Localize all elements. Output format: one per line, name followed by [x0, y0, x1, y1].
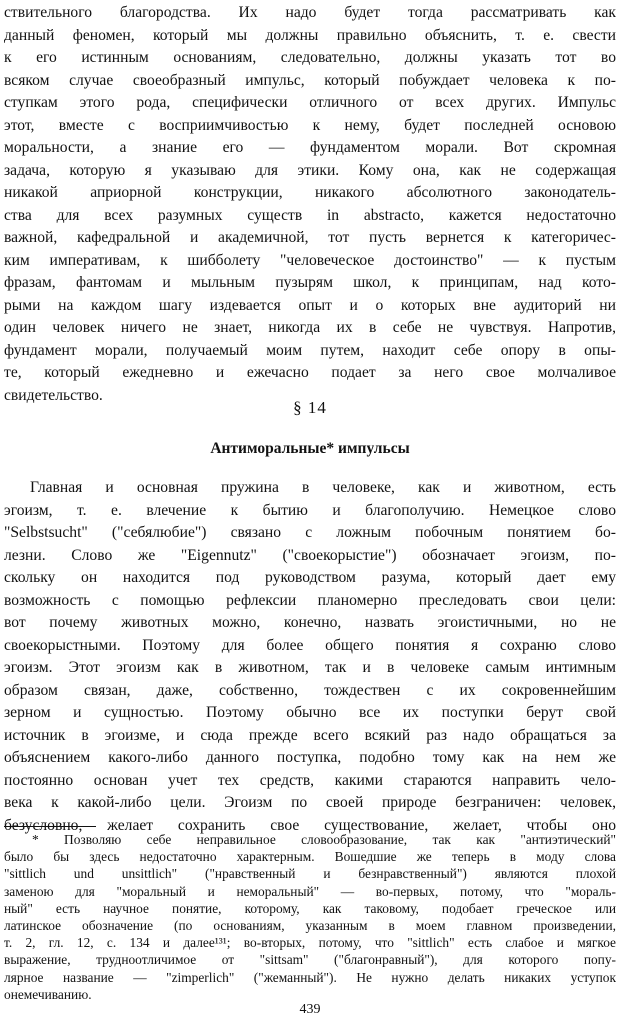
- text-line: ступкам этого рода, специфически отличного от всех других. Импульс: [4, 94, 616, 111]
- text-line: к его истинным основаниям, следовательно, должны указать тот во: [4, 49, 616, 66]
- text-line: те, который ежедневно и ежечасно подает за него свое молчаливое: [4, 364, 616, 381]
- text-line: источник в эгоизме, и сюда прежде всего всякий раз надо обращаться за: [4, 726, 616, 744]
- footnote-line: онемечиванию.: [4, 986, 92, 1002]
- text-line: объяснением какого-либо данного поступка, подобно тому как на нем же: [4, 749, 616, 766]
- section-title: Антиморальные* импульсы: [210, 440, 410, 457]
- text-line: безусловно, желает сохранить свое существование, желает, чтобы оно: [4, 816, 616, 834]
- text-line: века к какой-либо цели. Эгоизм по своей природе безграничен: человек,: [4, 794, 616, 811]
- text-line: эгоизм. Этот эгоизм как в животном, так и в человеке самым интимным: [4, 659, 616, 676]
- text-line: фразам, фантомам и мыльным пузырям школ, к принципам, над кото-: [4, 274, 616, 291]
- text-line: важной, кафедральной и академичной, тот пусть вернется к категоричес-: [4, 229, 616, 246]
- text-line: скольку он находится под руководством разума, который дает ему: [4, 569, 616, 586]
- text-line: моральности, а знание его — фундаментом морали. Вот скромная: [4, 139, 616, 156]
- text-line: ствительного благородства. Их надо будет тогда рассматривать как: [4, 4, 616, 21]
- text-line: Главная и основная пружина в человеке, как и животном, есть: [30, 479, 616, 496]
- text-line: всяком случае своеобразный импульс, который побуждает человека к по-: [4, 71, 616, 89]
- text-line: этот, вместе с восприимчивостью к нему, будет последней основою: [4, 116, 616, 134]
- footnote-line: "sittlich und unsittlich" ("нравственный и безнравственный") являются плохой: [4, 866, 616, 882]
- footnote: [4, 831, 616, 1003]
- text-line: образом связан, даже, собственно, тождествен с их сокровеннейшим: [4, 681, 616, 699]
- text-line: ким императивам, к шибболету "человеческое достоинство" — к пустым: [4, 251, 616, 269]
- text-line: вот почему животных можно, конечно, назвать эгоистичными, но не: [4, 614, 616, 631]
- footnote-line: выражение, трудноотличимое от "sittsam" ("благонравный"), для которого попу-: [4, 952, 616, 968]
- continued-paragraph: [4, 2, 616, 407]
- footnote-line: лярное название — "zimperlich" ("жеманный"). Не нужно делать никаких уступок: [4, 969, 616, 985]
- text-line: зерном и сущностью. Поэтому обычно все их поступки берут свой: [4, 704, 616, 721]
- footnote-line: т. 2, гл. 12, с. 134 и далее¹³¹; во-вторых, потому, что "sittlich" есть слабое и мягкое: [4, 935, 616, 951]
- footnote-line: ный" есть научное понятие, которому, как таковому, подобает греческое или: [4, 900, 616, 916]
- text-line: фундамент морали, получаемый моим путем, находит себе опору в опы-: [4, 341, 616, 359]
- text-line: рыми на каждом шагу издевается опыт и о которых вне аудиторий ни: [4, 296, 616, 314]
- footnote-divider: [4, 826, 96, 827]
- main-paragraph: [4, 477, 616, 837]
- text-line: никакой априорной конструкции, никакого абсолютного законодатель-: [4, 184, 616, 201]
- page-number: 439: [299, 1002, 321, 1017]
- text-line: эгоизм, т. е. влечение к бытию и благополучию. Немецкое слово: [4, 501, 616, 519]
- section-number: § 14: [293, 398, 327, 417]
- text-line: данный феномен, который мы должны правильно объяснить, т. е. свести: [4, 26, 616, 44]
- text-line: возможность с помощью рефлексии планомерно преследовать свои цели:: [4, 591, 616, 609]
- text-line: "Selbstsucht" ("себялюбие") связано с ложным побочным понятием бо-: [4, 524, 616, 541]
- footnote-line: * Позволяю себе неправильное словообразование, так как "антиэтический": [32, 832, 616, 847]
- text-line: один человек ничего не знает, никогда их в себе не чувствуя. Напротив,: [4, 319, 616, 336]
- text-line: задача, которую я указываю для этики. Кому она, как не содержащая: [4, 161, 616, 179]
- text-line: своекорыстными. Поэтому для более общего понятия я сохраню слово: [4, 636, 616, 654]
- text-line: лезни. Слово же "Eigennutz" ("своекорыстие") обозначает эгоизм, по-: [4, 546, 616, 564]
- footnote-line: латинское обозначение (по основаниям, указанным в моем главном произведении,: [4, 918, 616, 934]
- footnote-line: заменою для "моральный и неморальный" — во-первых, потому, что "мораль-: [4, 883, 616, 899]
- footnote-line: было бы здесь недостаточно характерным. Вошедшие же теперь в моду слова: [4, 849, 616, 865]
- text-line: свидетельство.: [4, 386, 103, 404]
- text-line: ства для всех разумных существ in abstracto, кажется недостаточно: [4, 206, 616, 224]
- text-line: постоянно основан учет тех средств, какими стараются направить чело-: [4, 771, 616, 789]
